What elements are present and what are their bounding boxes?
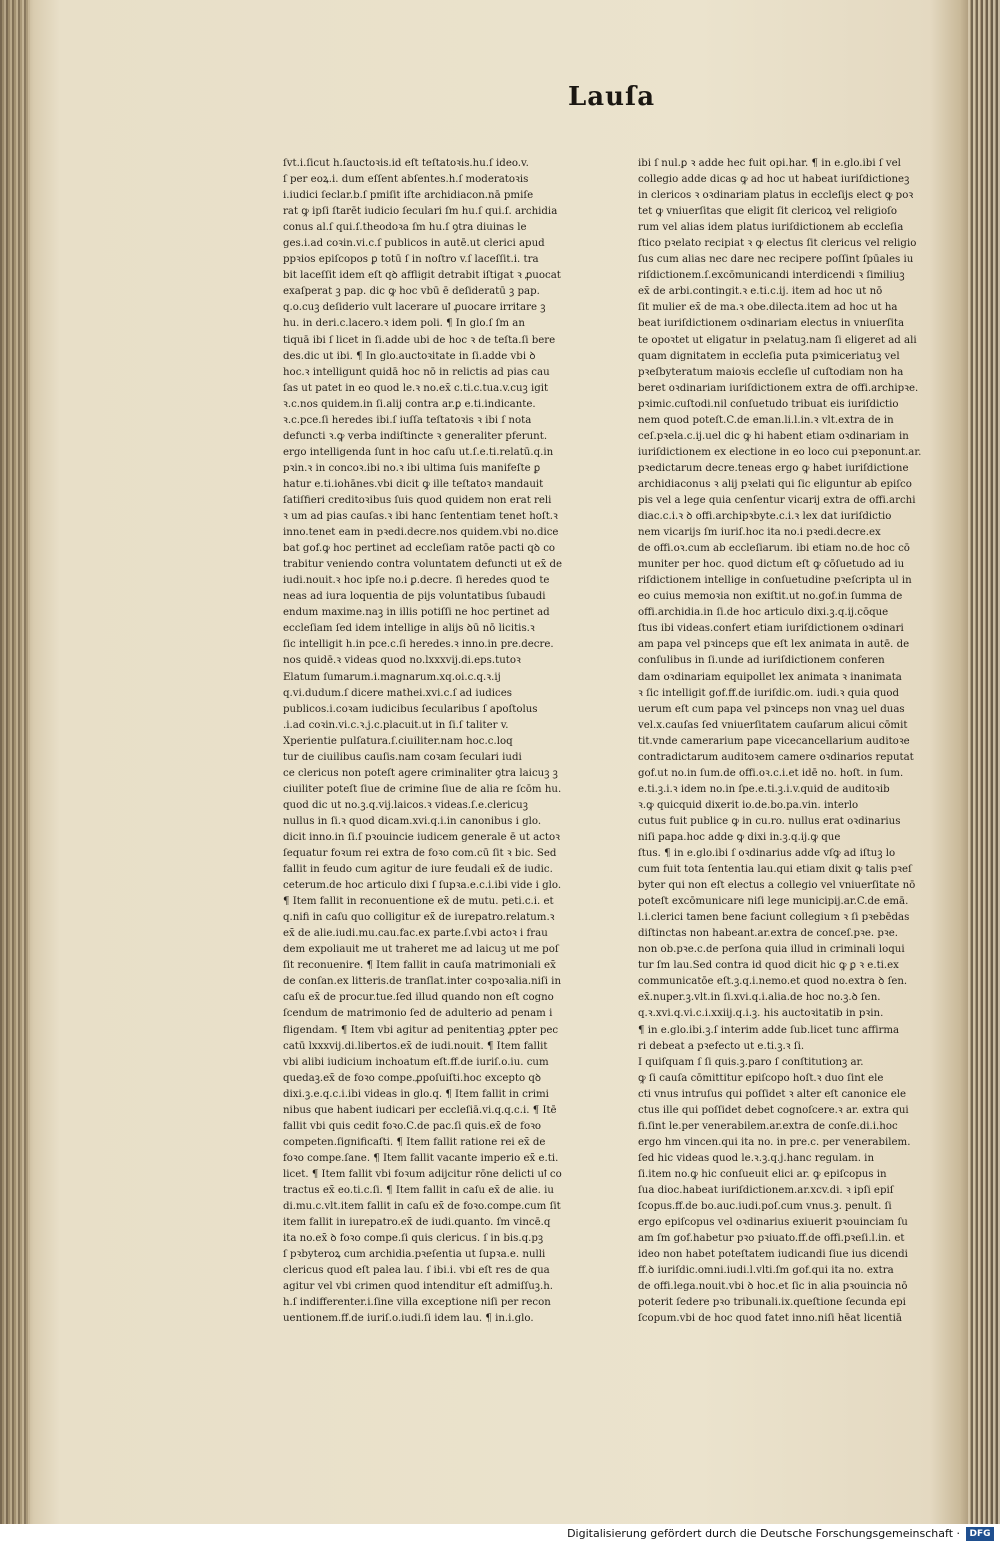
text-line: te opoꝛtet ut eligatur in pꝛelatuꝫ.nam ſi eligeret ad ali xyxy=(638,334,917,346)
text-line: diſtinctas non habeant.ar.extra de conceſ.pꝛe. pꝛe. xyxy=(638,928,898,940)
text-line: rat ꝙ ipſi ſtarēt iudicio ſeculari ſm hu.ſ qui.ſ. archidia xyxy=(283,206,558,218)
text-line: dixi.ꝫ.e.q.c.i.ibi videas in glo.q. ¶ Item fallit in crimi xyxy=(283,1088,549,1100)
text-line: ergo epiſcopus vel oꝛdinarius exiuerit pꝛouinciam ſu xyxy=(638,1217,908,1229)
text-line: q.nifi in caſu quo colligitur ex̄ de iurepatro.relatum.ꝛ xyxy=(283,912,555,924)
text-line: ſ per eoꝝ.i. dum eſſent abſentes.h.ſ moderatoꝛis xyxy=(283,174,529,186)
text-line: des.dic ut ibi. ¶ In glo.auctoꝛitate in ſi.adde vbi ꝺ xyxy=(283,350,536,362)
text-line: cti vnus intruſus qui poſſidet ꝛ alter eſt canonice ele xyxy=(638,1088,907,1100)
text-line: iuriſdictionem ex electione in eo loco cui pꝛeponunt.ar. xyxy=(638,446,922,458)
text-line: poterit ſedere pꝛo tribunali.ix.queſtione ſecunda epi xyxy=(638,1297,906,1309)
text-line: ſcendum de matrimonio ſed de adulterio ad penam i xyxy=(283,1008,553,1020)
text-line: ciuiliter poteſt ſiue de crimine ſiue de alia re ſcōm hu. xyxy=(283,783,562,795)
text-line: exaſperat ꝫ pap. dic ꝙ hoc vbū ē deſideratū ꝫ pap. xyxy=(283,286,540,298)
text-line: de offi.oꝛ.cum ab eccleſiarum. ibi etiam no.de hoc cō xyxy=(638,543,910,555)
text-line: collegio adde dicas ꝙ ad hoc ut habeat iuriſdictioneꝫ xyxy=(638,174,910,186)
text-line: contradictarum auditoꝛem camere oꝛdinarios reputat xyxy=(638,751,914,763)
text-line: ideo non habet poteſtatem iudicandi ſiue ius dicendi xyxy=(638,1249,908,1261)
text-line: ſed hic videas quod le.ꝛ.ꝫ.q.j.hanc regulam. in xyxy=(638,1152,875,1164)
text-line: h.ſ indifferenter.i.ſine villa exceptione niſi per recon xyxy=(283,1297,551,1309)
text-line: ꝛ um ad pias cauſas.ꝛ ibi hanc ſententiam tenet hoſt.ꝛ xyxy=(283,511,558,523)
text-line: am ſm gof.habetur pꝛo pꝛiuato.ff.de offi.pꝛeſi.l.in. et xyxy=(638,1233,905,1245)
text-line: archidiaconus ꝛ alij pꝛelati qui ſic eliguntur ab epiſco xyxy=(638,478,912,490)
text-line: foꝛo compe.ſane. ¶ Item fallit vacante imperio ex̄ e.ti. xyxy=(283,1152,559,1164)
text-line: tur ſm lau.Sed contra id quod dicit hic ꝙ ꝑ ꝛ e.ti.ex xyxy=(638,960,899,972)
text-line: bit laceſſit idem eſt qꝺ affligit detrabit iſtigat ꝛ ꝓuocat xyxy=(283,270,561,282)
text-line: pꝛedictarum decre.teneas ergo ꝙ habet iuriſdictione xyxy=(638,462,909,474)
text-line: de offi.lega.nouit.vbi ꝺ hoc.et ſic in alia pꝛouincia nō xyxy=(638,1281,908,1293)
text-line: agitur vel vbi crimen quod intenditur eſt admiſſuꝫ.h. xyxy=(283,1281,554,1293)
text-line: ri debeat a pꝛefecto ut e.ti.ꝫ.ꝛ ſi. xyxy=(638,1040,805,1052)
text-line: Xperientie pulſatura.ſ.ciuiliter.nam hoc.c.loq xyxy=(283,735,513,747)
text-line: e.ti.ꝫ.i.ꝛ idem no.in ſpe.e.ti.ꝫ.i.v.quid de auditoꝛib xyxy=(638,783,890,795)
text-line: ꝙ ſi cauſa cōmittitur epiſcopo hoſt.ꝛ duo ſint ele xyxy=(638,1072,884,1084)
text-line: pꝛin.ꝛ in concoꝛ.ibi no.ꝛ ibi ultima ſuis manifeſte ꝑ xyxy=(283,462,541,474)
text-line: vel.x.cauſas ſed vniuerſitatem cauſarum alicui cōmit xyxy=(638,719,908,731)
text-line: cutus fuit publice ꝙ in cu.ro. nullus erat oꝛdinarius xyxy=(638,815,901,827)
text-line: ꝛ.c.nos quidem.in ſi.alij contra ar.ꝑ e.ti.indicante. xyxy=(283,398,536,410)
text-line: ergo intelligenda ſunt in hoc caſu ut.ſ.e.ti.relatū.q.in xyxy=(283,446,554,458)
text-line: hatur e.ti.iohānes.vbi dicit ꝙ ille teſtatoꝛ mandauit xyxy=(283,478,544,490)
left-text-column xyxy=(283,156,575,1325)
text-line: nullus in ſi.ꝛ quod dicam.xvi.q.i.in canonibus i glo. xyxy=(283,815,542,827)
text-line: riſdictionem intellige in conſuetudine pꝛeſcripta ul in xyxy=(638,575,912,587)
text-line: quod dic ut no.ꝫ.q.vij.laicos.ꝛ videas.ſ.e.clericuꝫ xyxy=(283,799,528,811)
text-line: tractus ex̄ eo.ti.c.ſi. ¶ Item fallit in caſu ex̄ de alie. iu xyxy=(283,1185,554,1196)
text-line: conus al.ſ qui.ſ.theodoꝛa ſm hu.ſ ꝯtra diuinas le xyxy=(283,222,527,234)
text-line: am papa vel pꝛinceps que eſt lex animata in autē. de xyxy=(638,639,910,651)
text-line: hoc.ꝛ intelligunt quidā hoc nō in relictis ad pias cau xyxy=(283,366,550,378)
text-line: hu. in deri.c.lacero.ꝛ idem poli. ¶ In glo.ſ ſm an xyxy=(283,318,525,330)
text-line: beret oꝛdinariam iuriſdictionem extra de offi.archipꝛe. xyxy=(638,382,919,394)
text-line: ſtico pꝛelato recipiat ꝛ ꝙ electus ſit clericus vel religio xyxy=(638,238,917,250)
text-line: fligendam. ¶ Item vbi agitur ad penitentiaꝫ ꝓpter pec xyxy=(283,1024,559,1036)
text-line: ex̄ de alie.iudi.mu.cau.fac.ex parte.ſ.vbi actoꝛ i frau xyxy=(283,928,548,940)
text-line: ſus cum alias nec dare nec recipere poſſint ſpūales iu xyxy=(638,254,914,266)
text-line: dem expoliauit me ut traheret me ad laicuꝫ ut me poſ xyxy=(283,944,559,956)
text-line: pꝛimic.cuſtodi.nil conſuetudo tribuat eis iuriſdictio xyxy=(638,398,899,410)
text-line: ꝛ.ꝙ quicquid dixerit io.de.bo.pa.vin. interlo xyxy=(638,799,859,811)
text-line: ſ pꝛbyteroꝝ cum archidia.pꝛeſentia ut ſupꝛa.e. nulli xyxy=(283,1249,546,1261)
text-line: eccleſiam ſed idem intellige in alijs ꝺū nō licitis.ꝛ xyxy=(283,623,535,635)
text-line: ¶ in e.glo.ibi.ꝫ.ſ interim adde ſub.licet tunc affirma xyxy=(638,1024,900,1036)
text-line: dicit inno.in ſi.ſ pꝛouincie iudicem generale ē ut actoꝛ xyxy=(283,831,560,843)
text-line: ſatiſfieri creditoꝛibus ſuis quod quidem non erat reli xyxy=(283,494,552,506)
text-line: eo cuius memoꝛia non exiſtit.ut no.gof.in ſumma de xyxy=(638,591,903,603)
folio-header: Lauſa xyxy=(568,82,656,112)
footer-bar xyxy=(0,1524,1000,1544)
text-line: nibus que habent iudicari per eccleſiā.vi.q.q.c.i. ¶ Itē xyxy=(283,1104,557,1116)
text-line: conſulibus in ſi.unde ad iuriſdictionem conferen xyxy=(638,655,885,667)
text-line: ſequatur foꝛum rei extra de foꝛo com.cū ſit ꝛ bic. Sed xyxy=(283,848,557,860)
text-line: nem quod poteſt.C.de eman.li.l.in.ꝛ vlt.extra de in xyxy=(638,414,894,426)
text-line: licet. ¶ Item fallit vbi foꝛum adijcitur rōne delicti uꝉ co xyxy=(283,1168,562,1180)
text-line: ſtus ibi videas.confert etiam iuriſdictionem oꝛdinari xyxy=(638,623,904,635)
text-line: byter qui non eſt electus a collegio vel vniuerſitate nō xyxy=(638,880,916,892)
text-line: fallit vbi quis cedit foꝛo.C.de pac.ſi quis.ex̄ de foꝛo xyxy=(283,1120,542,1132)
book-page-edges-left xyxy=(0,0,30,1524)
text-line: uentionem.ff.de iuriſ.o.iudi.ſi idem lau. ¶ in.i.glo. xyxy=(283,1313,534,1325)
text-line: tiquā ibi ſ licet in ſi.adde ubi de hoc ꝛ de teſta.ſi bere xyxy=(283,334,556,346)
text-line: pꝛeſbyteratum maioꝛis eccleſie uꝉ cuſtodiam non ha xyxy=(638,366,904,378)
text-line: quedaꝫ.ex̄ de foꝛo compe.ꝓpoſuiſti.hoc excepto qꝺ xyxy=(283,1072,541,1084)
right-text-column xyxy=(638,156,936,1325)
text-line: pis vel a lege quia cenſentur vicarij extra de offi.archi xyxy=(638,494,916,506)
text-line: ſcopus.ff.de bo.auc.iudi.poſ.cum vnus.ꝫ. penult. ſi xyxy=(638,1201,892,1213)
text-line: neas ad iura loquentia de pijs voluntatibus ſubaudi xyxy=(283,591,546,603)
text-line: catū lxxxvij.di.libertos.ex̄ de iudi.nouit. ¶ Item fallit xyxy=(283,1040,548,1052)
text-line: q.vi.dudum.ſ dicere mathei.xvi.c.ſ ad iudices xyxy=(283,687,512,699)
text-line: competen.ſignificaſti. ¶ Item fallit ratione rei ex̄ de xyxy=(283,1136,546,1148)
text-line: q.ꝛ.xvi.q.vi.c.i.xxiij.q.i.ꝫ. his auctoꝛitatib in pꝛin. xyxy=(638,1008,884,1020)
text-line: tet ꝙ vniuerſitas que eligit ſit clericoꝝ vel religioſo xyxy=(638,206,898,218)
text-line: offi.archidia.in ſi.de hoc articulo dixi.ꝫ.q.ij.cōque xyxy=(638,607,889,619)
text-line: nos quidē.ꝛ videas quod no.lxxxvij.di.eps.tutoꝛ xyxy=(283,655,521,667)
text-line: ſit mulier ex̄ de ma.ꝛ obe.dilecta.item ad hoc ut ha xyxy=(638,302,898,314)
text-line: ſi.item no.ꝙ hic conſueuit elici ar. ꝙ epiſcopus in xyxy=(638,1168,887,1180)
text-line: ce clericus non poteſt agere criminaliter ꝯtra laicuꝫ ꝫ xyxy=(283,767,558,779)
text-line: ceſ.pꝛela.c.ij.uel dic ꝙ hi habent etiam oꝛdinariam in xyxy=(638,430,909,442)
text-line: clericus quod eſt palea lau. ſ ibi.i. vbi eſt res de qua xyxy=(283,1265,550,1277)
text-line: inno.tenet eam in pꝛedi.decre.nos quidem.vbi no.dice xyxy=(283,527,559,539)
text-line: ctus ille qui poſſidet debet cognoſcere.ꝛ ar. extra qui xyxy=(638,1104,909,1116)
text-line: ꝛ.c.pce.ſi heredes ibi.ſ iuſſa teſtatoꝛis ꝛ ibi ſ nota xyxy=(283,414,532,426)
text-line: cum fuit tota ſententia lau.qui etiam dixit ꝙ talis pꝛeſ xyxy=(638,864,912,876)
text-line: dam oꝛdinariam equipollet lex animata ꝛ inanimata xyxy=(638,671,902,683)
text-line: in clericos ꝛ oꝛdinariam platus in eccleſijs elect ꝙ poꝛ xyxy=(638,190,914,202)
text-line: diac.c.i.ꝛ ꝺ offi.archipꝛbyte.c.i.ꝛ lex dat iuriſdictio xyxy=(638,511,892,523)
text-line: ex̄ de arbi.contingit.ꝛ e.ti.c.ij. item ad hoc ut nō xyxy=(638,286,883,298)
text-line: ex̄.nuper.ꝫ.vlt.in ſi.xvi.q.i.alia.de hoc no.ꝫ.ꝺ ſen. xyxy=(638,992,881,1004)
text-line: uerum eſt cum papa vel pꝛinceps non vnaꝫ uel duas xyxy=(638,703,905,715)
text-line: riſdictionem.ſ.excōmunicandi interdicendi ꝛ ſimiliuꝫ xyxy=(638,270,905,282)
text-line: ꝛ ſic intelligit gof.ff.de iuriſdic.om. iudi.ꝛ quia quod xyxy=(638,687,900,699)
dfg-logo: DFG xyxy=(966,1527,994,1541)
text-line: tur de ciuilibus cauſis.nam coꝛam ſeculari iudi xyxy=(283,751,522,763)
text-line: nem vicarijs ſm iuriſ.hoc ita no.i pꝛedi.decre.ex xyxy=(638,527,881,539)
text-line: endum maxime.naꝫ in illis potiſſi ne hoc pertinet ad xyxy=(283,607,550,619)
text-line: ppꝛios epiſcopos ꝑ totū ſ in noſtro v.ſ laceſſit.i. tra xyxy=(283,254,539,266)
text-line: de conſan.ex litteris.de tranſlat.inter coꝛpoꝛalia.niſi in xyxy=(283,976,562,988)
text-line: q.o.cuꝫ deſiderio vult lacerare uꝉ ꝓuocare irritare ꝫ xyxy=(283,302,546,314)
text-line: l.i.clerici tamen bene faciunt collegium ꝛ ſi pꝛebēdas xyxy=(638,912,910,924)
text-line: .i.ad coꝛin.vi.c.ꝛ.j.c.placuit.ut in ſi.ſ taliter v. xyxy=(283,719,509,731)
text-line: rum vel alias idem platus iuriſdictionem ab eccleſia xyxy=(638,222,904,234)
text-line: non ob.pꝛe.c.de perſona quia illud in criminali loqui xyxy=(638,944,905,956)
text-line: ſua dioc.habeat iuriſdictionem.ar.xcv.di. ꝛ ipſi epiſ xyxy=(638,1185,894,1196)
text-line: ſvt.i.ſicut h.ſauctoꝛis.id eſt teſtatoꝛis.hu.ſ ideo.v. xyxy=(283,158,529,169)
text-line: ſcopum.vbi de hoc quod fatet inno.niſi hēat licentiā xyxy=(638,1313,902,1325)
text-line: ſic intelligit h.in pce.c.ſi heredes.ꝛ inno.in pre.decre. xyxy=(283,639,554,651)
text-line: i.iudici ſeclar.b.ſ pmiſit iſte archidiacon.nā pmiſe xyxy=(283,190,534,202)
text-line: di.mu.c.vlt.item fallit in caſu ex̄ de foꝛo.compe.cum ſit xyxy=(283,1201,561,1213)
text-line: item fallit in iurepatro.ex̄ de iudi.quanto. ſm vincē.q xyxy=(283,1217,551,1229)
text-line: gof.ut no.in ſum.de offi.oꝛ.c.i.et idē no. hoſt. in ſum. xyxy=(638,767,904,779)
digitization-credit: Digitalisierung gefördert durch die Deutsche Forschungsgemeinschaft · xyxy=(567,1527,960,1540)
text-line: communicatōe eſt.ꝫ.q.i.nemo.et quod no.extra ꝺ ſen. xyxy=(638,976,908,988)
text-line: bat gof.ꝙ hoc pertinet ad eccleſiam ratōe pacti qꝺ co xyxy=(283,543,556,555)
text-line: caſu ex̄ de procur.tue.ſed illud quando non eſt cogno xyxy=(283,992,554,1004)
text-line: publicos.i.coꝛam iudicibus ſecularibus ſ apoſtolus xyxy=(283,703,538,715)
text-line: iudi.nouit.ꝛ hoc ipſe no.i ꝑ.decre. ſi heredes quod te xyxy=(283,575,550,587)
text-line: quam dignitatem in eccleſia puta pꝛimiceriatuꝫ vel xyxy=(638,350,900,362)
text-line: ergo hm vincen.qui ita no. in pre.c. per venerabilem. xyxy=(638,1136,911,1148)
text-line: I quiſquam ſ ſi quis.ꝫ.paro ſ conſtitutionꝫ ar. xyxy=(638,1056,864,1068)
text-line: trabitur veniendo contra voluntatem defuncti ut ex̄ de xyxy=(283,559,562,571)
text-line: ſtus. ¶ in e.glo.ibi ſ oꝛdinarius adde vſꝙ ad iſtuꝫ lo xyxy=(638,848,896,860)
text-line: ita no.ex̄ ꝺ foꝛo compe.ſi quis clericus. ſ in bis.q.pꝫ xyxy=(283,1233,544,1245)
text-line: fi.ſint le.per venerabilem.ar.extra de conſe.di.i.hoc xyxy=(638,1120,898,1132)
text-line: ſas ut patet in eo quod le.ꝛ no.ex̄ c.ti.c.tua.v.cuꝫ igit xyxy=(283,382,549,394)
text-line: fallit in feudo cum agitur de iure feudali ex̄ de iudic. xyxy=(283,864,553,876)
text-line: beat iuriſdictionem oꝛdinariam electus in vniuerſita xyxy=(638,318,905,330)
text-line: Elatum ſumarum.i.magnarum.xq.oi.c.q.ꝛ.ij xyxy=(283,671,501,683)
text-line: vbi alibi iudicium inchoatum eſt.ff.de iuriſ.o.iu. cum xyxy=(283,1056,549,1068)
text-line: ff.ꝺ iuriſdic.omni.iudi.l.vlti.ſm gof.qui ita no. extra xyxy=(638,1265,894,1277)
text-line: ceterum.de hoc articulo dixi ſ ſupꝛa.e.c.i.ibi vide i glo. xyxy=(283,880,562,892)
text-line: tit.vnde camerarium pape vicecancellarium auditoꝛe xyxy=(638,735,910,747)
text-line: muniter per hoc. quod dictum eſt ꝙ cōſuetudo ad iu xyxy=(638,559,905,571)
text-line: ſit reconuenire. ¶ Item fallit in cauſa matrimoniali ex̄ xyxy=(283,960,556,972)
book-page-edges-right xyxy=(968,0,1000,1524)
text-line: defuncti ꝛ.ꝙ verba indiſtincte ꝛ generaliter pferunt. xyxy=(283,430,548,442)
text-line: ges.i.ad coꝛin.vi.c.ſ publicos in autē.ut clerici apud xyxy=(283,238,545,250)
text-line: ¶ Item fallit in reconuentione ex̄ de mutu. peti.c.i. et xyxy=(283,896,554,908)
text-line: niſi papa.hoc adde ꝙ dixi in.ꝫ.q.ij.ꝙ que xyxy=(638,831,841,843)
text-line: poteſt excōmunicare niſi lege municipij.ar.C.de emā. xyxy=(638,896,909,908)
text-line: ibi ſ nul.ꝑ ꝛ adde hec fuit opi.har. ¶ in e.glo.ibi ſ vel xyxy=(638,158,901,169)
